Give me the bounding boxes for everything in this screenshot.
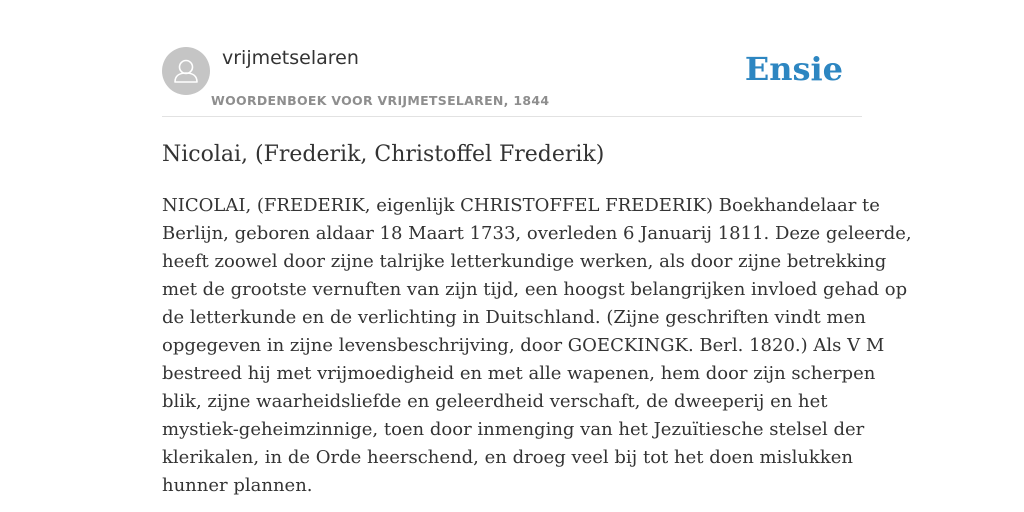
body-line: bestreed hij met vrijmoedigheid en met alle wapenen, hem door zijn scherpen bbox=[162, 363, 876, 384]
ensie-logo[interactable]: Ensie bbox=[744, 50, 843, 88]
body-line: mystiek-geheimzinnige, toen door inmenging van het Jezuïtiesche stelsel der bbox=[162, 419, 865, 440]
body-line: de letterkunde en de verlichting in Duitschland. (Zijne geschriften vindt men bbox=[162, 307, 866, 328]
entry-title: Nicolai, (Frederik, Christoffel Frederik) bbox=[162, 142, 605, 167]
source-label[interactable]: WOORDENBOEK VOOR VRIJMETSELAREN, 1844 bbox=[211, 93, 550, 108]
body-line: klerikalen, in de Orde heerschend, en droeg veel bij tot het doen mislukken bbox=[162, 447, 853, 468]
author-name[interactable]: vrijmetselaren bbox=[222, 47, 359, 69]
body-line: opgegeven in zijne levensbeschrijving, door GOECKINGK. Berl. 1820.) Als V M bbox=[162, 335, 885, 356]
body-line: Berlijn, geboren aldaar 18 Maart 1733, overleden 6 Januarij 1811. Deze geleerde, bbox=[162, 223, 912, 244]
body-line: blik, zijne waarheidsliefde en geleerdheid verschaft, de dweeperij en het bbox=[162, 391, 828, 412]
body-line: NICOLAI, (FREDERIK, eigenlijk CHRISTOFFEL FREDERIK) Boekhandelaar te bbox=[162, 195, 880, 216]
avatar[interactable] bbox=[162, 47, 210, 95]
body-line: met de grootste vernuften van zijn tijd, een hoogst belangrijken invloed gehad op bbox=[162, 279, 908, 300]
header bbox=[162, 40, 862, 117]
user-icon bbox=[162, 47, 210, 95]
body-line: hunner plannen. bbox=[162, 475, 313, 496]
entry-body bbox=[162, 192, 912, 500]
body-line: heeft zoowel door zijne talrijke letterkundige werken, als door zijne betrekking bbox=[162, 251, 887, 272]
